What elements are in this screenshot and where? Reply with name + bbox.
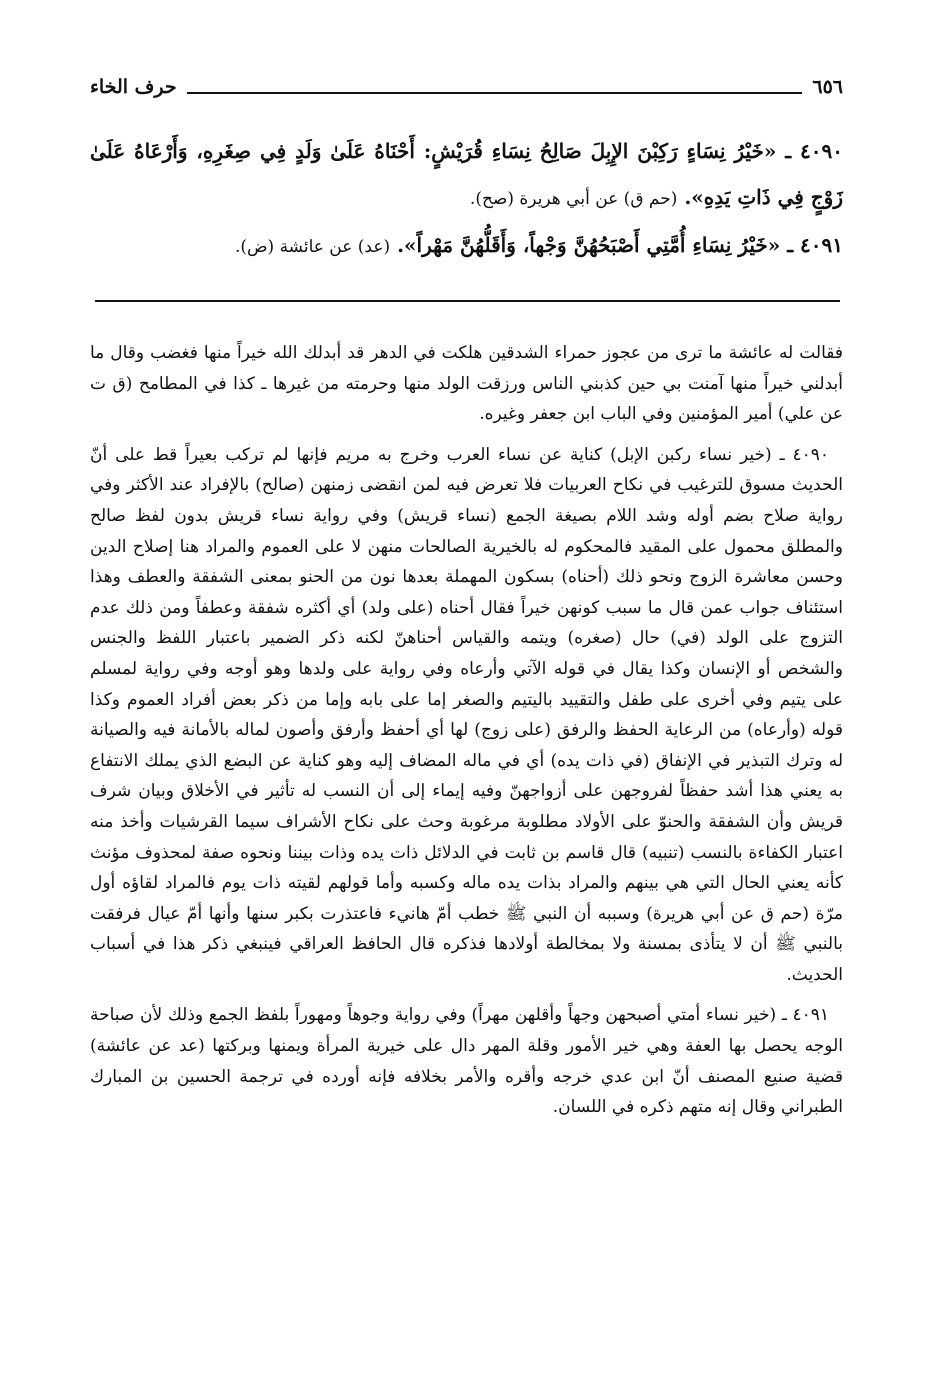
header-rule — [187, 92, 803, 94]
hadith-text-section — [90, 128, 843, 270]
hadith-number: ٤٠٩٠ — [800, 139, 843, 163]
commentary-paragraph: ٤٠٩٠ ـ (خير نساء ركبن الإبل) كناية عن نساء العرب وخرج به مريم فإنها لم تركب بعيراً قط على أنّ الحديث مسوق للترغيب في نكاح العربيات فلا تعرض فيه لمن انقضى زمنهن (صالح) بالإفراد عند الأكثر وفي رواية صلاح بضم أوله وشد اللام بصيغة الجمع (نساء قريش) وفي رواية نساء قريش بدون لفظ صالح والمطلق محمول على المقيد فالمحكوم له بالخيرية الصالحات منهن لا على العموم والمراد هنا إصلاح الدين وحسن معاشرة الزوج ونحو ذلك (أحناه) بسكون المهملة بعدها نون من الحنو بمعنى الشفقة والعطف وهذا استئناف جواب عمن قال ما سبب كونهن خيراً فقال أحناه (على ولد) أي أكثره شفقة وعطفاً ومن ذلك عدم التزوج على الولد (في) حال (صغره) ويتمه والقياس أحناهنّ لكنه ذكر الضمير باعتبار اللفظ والجنس والشخص أو الإنسان وكذا يقال في قوله الآتي وأرعاه وفي رواية على ولدها وهو أوجه وفي رواية لمسلم على يتيم وفي أخرى على طفل والتقييد باليتيم والصغر إما على بابه وإما من ذكر بعض أفراد العموم وكذا قوله (وأرعاه) من الرعاية الحفظ والرفق (على زوج) لها أي أحفظ وأرفق وأصون لماله بالأمانة فيه والصيانة له وترك التبذير في الإنفاق (في ذات يده) أي في ماله المضاف إليه وهو كناية عن البضع الذي يملك الانتفاع به يعني هذا أشد حفظاً لفروجهن على أزواجهنّ وفيه إيماء إلى أن النسب له تأثير في الأخلاق وبيان شرف قريش وأن الشفقة والحنوّ على الأولاد مطلوبة مرغوبة وحث على نكاح الأشراف سيما القرشيات وأخذ منه اعتبار الكفاءة بالنسب (تنبيه) قال قاسم بن ثابت في الدلائل ذات يده وذات بيننا ونحوه صفة لمحذوف مؤنث كأنه يعني الحال التي هي بينهم والمراد بذات يده ماله وكسبه وأما قولهم لقيته ذات يوم فالمراد لقاؤه أول مرّة (حم ق عن أبي هريرة) وسببه أن النبي ﷺ خطب أمّ هانيء فاعتذرت بكبر سنها وأنها أمّ عيال فرفقت بالنبي ﷺ أن لا يتأذى بمسنة ولا بمخالطة أولادها فذكره قال الحافظ العراقي فينبغي ذكر هذا في أسباب الحديث. — [90, 444, 843, 985]
hadith-entry: ٤٠٩٠ ـ «خَيْرُ نِسَاءٍ رَكِبْنَ الإِبِلَ صَالِحُ نِسَاءِ قُرَيْشٍ: أَحْنَاهُ عَلَىٰ وَلَدٍ فِي صِغَرِهِ، وَأَرْعَاهُ عَلَىٰ زَوْجٍ فِي ذَاتِ يَدِهِ». (حم ق) عن أبي هريرة (صح). — [90, 139, 843, 209]
header-title: حرف الخاء — [90, 76, 177, 98]
section-separator — [95, 300, 840, 302]
hadith-text: «خَيْرُ نِسَاءٍ رَكِبْنَ الإِبِلَ صَالِحُ نِسَاءِ قُرَيْشٍ: أَحْنَاهُ عَلَىٰ وَلَدٍ فِي صِغَرِهِ، وَأَرْعَاهُ عَلَىٰ زَوْجٍ فِي ذَاتِ يَدِهِ». — [90, 139, 843, 209]
commentary-paragraph: ٤٠٩١ ـ (خير نساء أمتي أصبحهن وجهاً وأقلهن مهراً) وفي رواية وجوهاً ومهوراً بلفظ الجمع وذلك لأن صباحة الوجه يحصل بها العفة وهي خير الأمور وقلة المهر دال على خيرية المرأة ويمنها وبركتها (عد عن عائشة) قضية صنيع المصنف أنّ ابن عدي خرجه وأقره والأمر بخلافه فإنه أورده في ترجمة الحسين بن المبارك الطبراني وقال إنه متهم ذكره في اللسان. — [90, 1005, 843, 1118]
hadith-source: (حم ق) عن أبي هريرة (صح). — [469, 189, 678, 209]
commentary-paragraph: فقالت له عائشة ما ترى من عجوز حمراء الشدقين هلكت في الدهر قد أبدلك الله خيراً منها فغضب وقال ما أبدلني خيراً منها آمنت بي حين كذبني الناس ورزقت الولد منها وحرمته من غيرها ـ كذا في المطامح (ق ت عن علي) أمير المؤمنين وفي الباب ابن جعفر وغيره. — [90, 343, 843, 425]
hadith-number: ٤٠٩١ — [800, 233, 843, 257]
hadith-entry: ٤٠٩١ ـ «خَيْرُ نِسَاءِ أُمَّتِي أَصْبَحُهُنَّ وَجْهاً، وَأَقَلُّهُنَّ مَهْراً». (عد) عن عائشة (ض). — [234, 233, 843, 257]
hadith-source: (عد) عن عائشة (ض). — [234, 237, 391, 257]
running-header — [90, 72, 843, 102]
page-number: ٦٥٦ — [812, 76, 843, 98]
hadith-text: «خَيْرُ نِسَاءِ أُمَّتِي أَصْبَحُهُنَّ وَجْهاً، وَأَقَلُّهُنَّ مَهْراً». — [397, 233, 781, 257]
commentary-section — [90, 338, 843, 1133]
